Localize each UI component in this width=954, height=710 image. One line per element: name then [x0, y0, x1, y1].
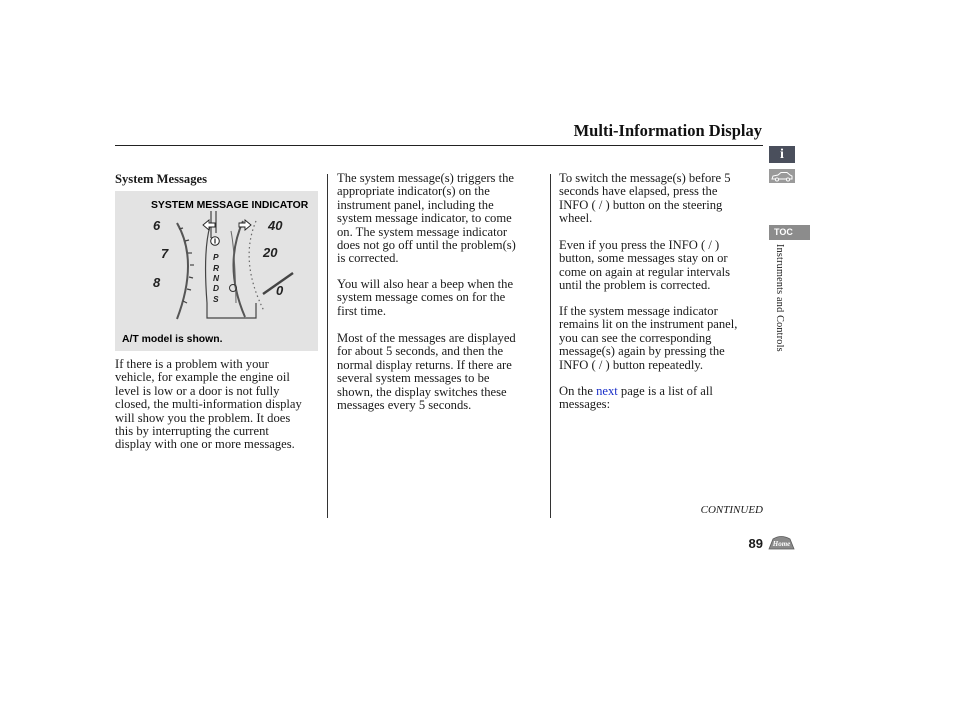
home-button[interactable] [768, 535, 795, 550]
title-divider [115, 145, 763, 146]
column3-paragraph-1: To switch the message(s) before 5 seconds have elapsed, press the INFO ( / ) button on the steering wheel. [559, 171, 731, 226]
page-title: Multi-Information Display [573, 121, 762, 140]
gear-letter-n: N [213, 273, 220, 283]
toc-tab[interactable]: TOC [769, 225, 810, 240]
gear-letter-r: R [213, 263, 220, 273]
speedometer-dots [249, 221, 264, 311]
column2-paragraph-1: The system message(s) triggers the appropriate indicator(s) on the instrument panel, including the system message indicator, to come on. The system message indicator does not go off until the problem(s) is corrected. [337, 171, 516, 266]
column2-paragraph-2: You will also hear a beep when the system message comes on for the first time. [337, 277, 514, 318]
tachometer-label-8: 8 [153, 275, 161, 290]
paragraph4-text-before: On the [559, 384, 597, 398]
column3-paragraph-2: Even if you press the INFO ( / ) button, some messages stay on or come on again at regular intervals until the problem is corrected. [559, 238, 730, 293]
column3-paragraph-3: If the system message indicator remains lit on the instrument panel, you can see the corresponding message(s) again by pressing the INFO ( / ) button repeatedly. [559, 304, 738, 372]
continued-label: CONTINUED [700, 504, 763, 516]
figure-caption: A/T model is shown. [122, 334, 223, 345]
section-side-label: Instruments and Controls [774, 244, 785, 352]
left-turn-signal-icon [203, 220, 215, 230]
page-number: 89 [748, 536, 763, 551]
tachometer-label-7: 7 [161, 246, 169, 261]
instrument-panel-figure [115, 191, 318, 351]
speedometer-label-20: 20 [263, 245, 278, 260]
speedometer-label-40: 40 [268, 218, 283, 233]
column-divider-1 [327, 174, 328, 518]
column1-paragraph: If there is a problem with your vehicle, for example the engine oil level is low or a door is not fully closed, the multi-information display will show you the problem. It does this by interrupting the current display with one or more messages. [115, 357, 302, 452]
indicator-callout-label: SYSTEM MESSAGE INDICATOR [151, 200, 309, 211]
next-page-link[interactable]: next [596, 384, 618, 398]
vehicle-tab[interactable] [769, 169, 795, 183]
section-heading: System Messages [115, 172, 207, 186]
instrument-panel-illustration [115, 191, 318, 351]
paragraph4-text-after: page is a list of all messages: [559, 384, 713, 412]
info-icon: i [780, 147, 784, 162]
info-tab[interactable] [769, 146, 795, 163]
tachometer-label-6: 6 [153, 218, 161, 233]
home-icon [768, 535, 795, 550]
gear-letter-d: D [213, 283, 220, 293]
column-divider-2 [550, 174, 551, 518]
column2-paragraph-3: Most of the messages are displayed for about 5 seconds, and then the normal display returns. If there are several system messages to be shown, the display switches these messages every 5 seconds. [337, 331, 516, 413]
column3-paragraph-4 [559, 385, 765, 412]
gear-letter-p: P [213, 252, 219, 262]
tachometer-arc [177, 223, 188, 319]
gear-letter-s: S [213, 294, 219, 304]
tachometer-ticks [179, 228, 194, 303]
speedometer-label-0: 0 [276, 283, 284, 298]
car-icon [769, 169, 795, 183]
home-label: Home [772, 540, 791, 549]
